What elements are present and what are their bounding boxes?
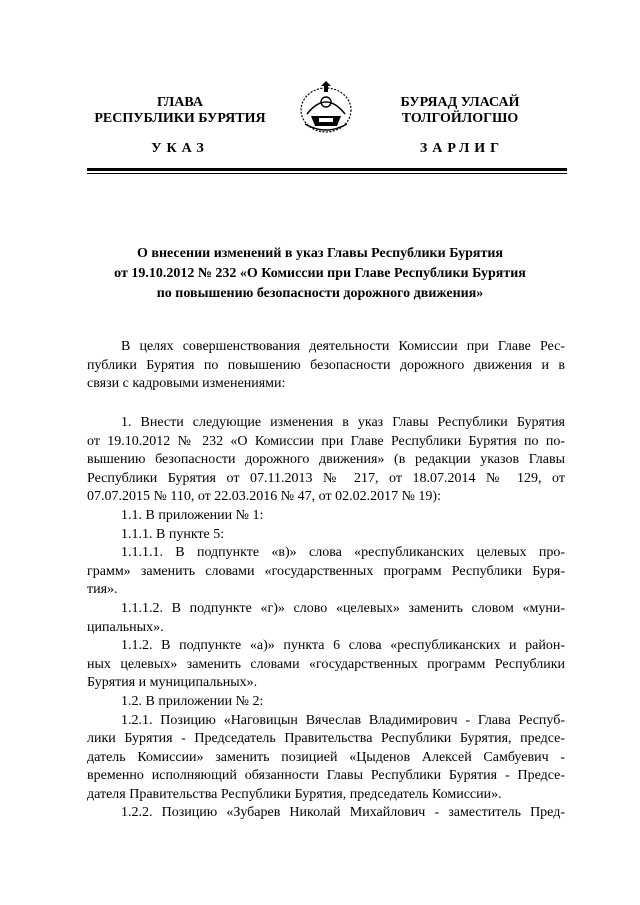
paragraph-1-2-1 xyxy=(87,712,565,805)
body-line: вышению безопасности дорожного движения» (в редакции указов Главы xyxy=(87,452,565,468)
body-line: Бурятия и муниципальных». xyxy=(87,675,258,691)
issuer-left-line1: ГЛАВА xyxy=(157,95,203,110)
preamble-line: В целях совершенствования деятельности Комиссии при Главе Рес- xyxy=(121,339,565,354)
body-line: 1.2. В приложении № 2: xyxy=(121,693,264,709)
header-divider-thin xyxy=(87,173,567,174)
body-line: Республики Бурятия от 07.11.2013 № 217, от 18.07.2014 № 129, от xyxy=(87,470,565,486)
body-line: временно исполняющий обязанности Главы Республики Бурятия - Предсе- xyxy=(87,768,565,784)
issuer-left-line2: РЕСПУБЛИКИ БУРЯТИЯ xyxy=(94,111,266,126)
doc-type-left: УКАЗ xyxy=(151,141,209,156)
body-line: 07.07.2015 № 110, от 22.03.2016 № 47, от 02.02.2017 № 19): xyxy=(87,489,441,505)
preamble-line: связи с кадровыми изменениями: xyxy=(87,376,286,392)
body-line: 1.1. В приложении № 1: xyxy=(121,507,264,523)
preamble-line: публики Бурятия по повышению безопасности дорожного движения и в xyxy=(87,357,565,373)
paragraph-1-1 xyxy=(87,507,565,526)
document-body xyxy=(87,414,565,823)
body-line: 1. Внести следующие изменения в указ Главы Республики Бурятия xyxy=(121,415,565,430)
body-line: 1.2.1. Позицию «Наговицын Вячеслав Владимирович - Глава Респуб- xyxy=(121,712,565,728)
body-line: 1.1.1.1. В подпункте «в)» слова «республиканских целевых про- xyxy=(121,545,565,561)
paragraph-1 xyxy=(87,414,565,507)
body-line: датель Комиссии» заменить позицией «Цыденов Алексей Самбуевич - xyxy=(87,749,565,765)
paragraph-1-1-1 xyxy=(87,526,565,545)
body-line: 1.2.2. Позицию «Зубарев Николай Михайлович - заместитель Пред- xyxy=(121,805,565,821)
body-line: 1.1.1.2. В подпункте «г)» слово «целевых» заменить словом «муни- xyxy=(121,600,565,616)
coat-of-arms-icon xyxy=(297,80,355,136)
title-line: по повышению безопасности дорожного движения» xyxy=(156,286,484,301)
header-divider-thick xyxy=(87,168,567,171)
preamble xyxy=(87,338,565,394)
issuer-right-line2: ТОЛГОЙЛОГШО xyxy=(401,111,519,126)
body-line: тия». xyxy=(87,582,118,598)
issuer-right-line1: БУРЯАД УЛАСАЙ xyxy=(400,95,520,110)
body-line: дателя Правительства Республики Бурятия, председатель Комиссии». xyxy=(87,786,502,802)
body-line: грамм» заменить словами «государственных программ Республики Буря- xyxy=(87,563,565,579)
paragraph-1-1-1-2 xyxy=(87,600,565,637)
doc-type-right: ЗАРЛИГ xyxy=(419,141,505,156)
paragraph-1-2 xyxy=(87,693,565,712)
title-line: от 19.10.2012 № 232 «О Комиссии при Главе Республики Бурятия xyxy=(114,266,526,281)
document-title xyxy=(60,244,580,304)
body-line: 1.1.2. В подпункте «а)» пункта 6 слова «республиканских и район- xyxy=(121,638,565,654)
title-line: О внесении изменений в указ Главы Республики Бурятия xyxy=(137,246,503,261)
body-line: лики Бурятия - Председатель Правительства Республики Бурятия, предсе- xyxy=(87,731,565,747)
issuer-right xyxy=(360,95,560,127)
body-line: ципальных». xyxy=(87,619,164,635)
paragraph-1-2-2 xyxy=(87,804,565,823)
paragraph-1-1-2 xyxy=(87,637,565,693)
body-line: от 19.10.2012 № 232 «О Комиссии при Главе Республики Бурятия по по- xyxy=(87,433,565,449)
body-line: ных целевых» заменить словами «государственных программ Республики xyxy=(87,656,565,672)
paragraph-1-1-1-1 xyxy=(87,544,565,600)
issuer-left xyxy=(80,95,280,127)
body-line: 1.1.1. В пункте 5: xyxy=(121,526,225,542)
